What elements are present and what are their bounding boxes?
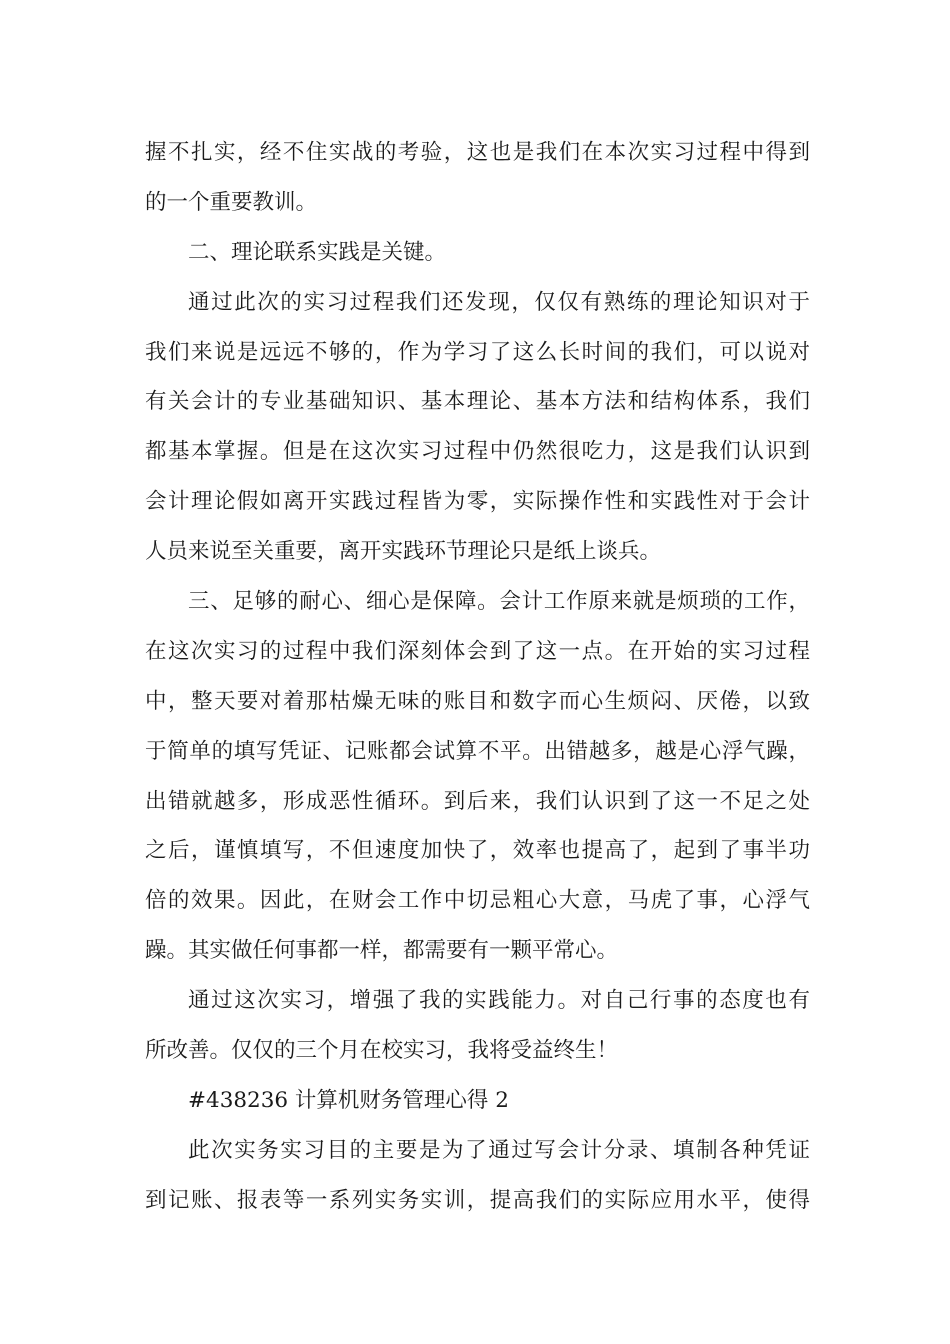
text-line: 我们来说是远远不够的，作为学习了这么长时间的我们，可以说对 [145,339,810,365]
body-text [145,128,810,1226]
text-line: 中，整天要对着那枯燥无味的账目和数字而心生烦闷、厌倦，以致 [145,688,810,714]
text-line: 倍的效果。因此，在财会工作中切忌粗心大意，马虎了事，心浮气 [145,888,810,914]
text-line: 三、足够的耐心、细心是保障。会计工作原来就是烦琐的工作， [188,589,810,615]
text-line: 二、理论联系实践是关键。 [188,239,447,265]
text-line: 的一个重要教训。 [145,189,318,215]
text-line: 躁。其实做任何事都一样，都需要有一颗平常心。 [145,938,619,964]
text-line: 出错就越多，形成恶性循环。到后来，我们认识到了这一不足之处 [145,788,810,814]
text-line: 所改善。仅仅的三个月在校实习，我将受益终生！ [145,1038,619,1064]
text-line: 于简单的填写凭证、记账都会试算不平。出错越多，越是心浮气躁， [145,738,810,764]
text-line: 都基本掌握。但是在这次实习过程中仍然很吃力，这是我们认识到 [145,439,810,465]
text-line: 会计理论假如离开实践过程皆为零，实际操作性和实践性对于会计 [145,489,810,515]
text-line: #438236 计算机财务管理心得 2 [188,1087,509,1113]
text-line: 通过此次的实习过程我们还发现，仅仅有熟练的理论知识对于 [188,289,810,315]
text-line: 此次实务实习目的主要是为了通过写会计分录、填制各种凭证 [188,1137,810,1163]
text-line: 人员来说至关重要，离开实践环节理论只是纸上谈兵。 [145,539,662,565]
text-line: 到记账、报表等一系列实务实训，提高我们的实际应用水平，使得 [145,1187,810,1213]
text-line: 有关会计的专业基础知识、基本理论、基本方法和结构体系，我们 [145,389,810,415]
text-line: 在这次实习的过程中我们深刻体会到了这一点。在开始的实习过程 [145,638,810,664]
text-line: 之后，谨慎填写，不但速度加快了，效率也提高了，起到了事半功 [145,838,810,864]
text-line: 通过这次实习，增强了我的实践能力。对自己行事的态度也有 [188,988,810,1014]
text-line: 握不扎实，经不住实战的考验，这也是我们在本次实习过程中得到 [145,140,810,165]
